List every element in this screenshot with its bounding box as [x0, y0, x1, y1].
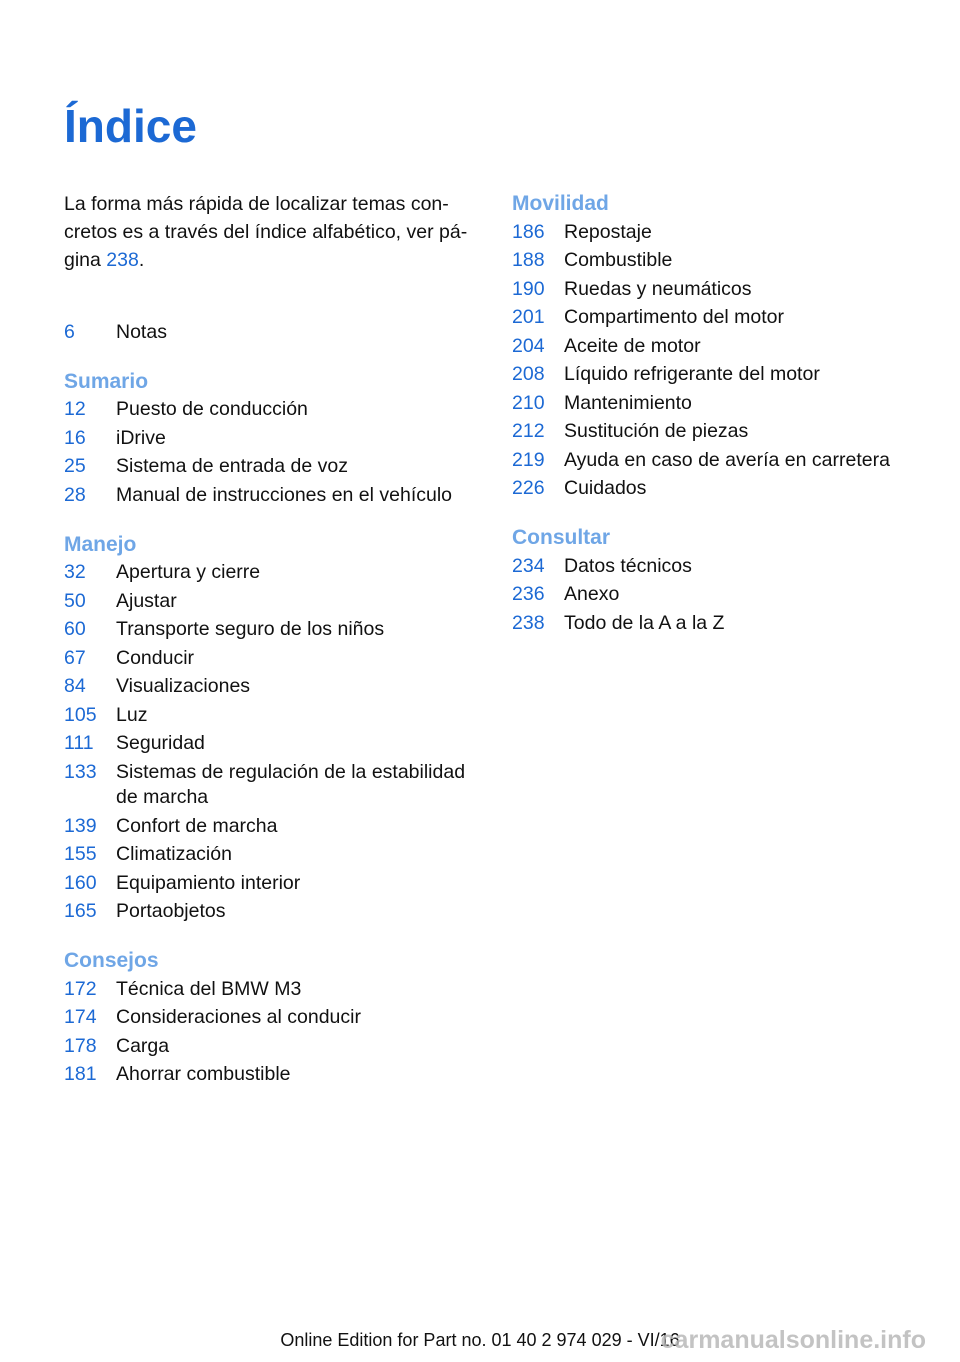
toc-page-number[interactable]: 133: [64, 760, 97, 783]
toc-entry-label: Conducir: [116, 646, 195, 669]
toc-page-number[interactable]: 188: [512, 249, 545, 271]
toc-section-consultar: [512, 523, 932, 638]
toc-entry[interactable]: [64, 453, 484, 482]
toc-section-sumario: [64, 367, 484, 510]
toc-entry-label: Líquido refrigerante del motor: [564, 363, 820, 385]
toc-entry[interactable]: [512, 581, 932, 610]
section-heading: Sumario: [64, 369, 149, 393]
toc-entry[interactable]: [512, 418, 932, 447]
toc-entry-label: Notas: [116, 320, 167, 343]
toc-left-column: [64, 318, 484, 1109]
toc-section-manejo: [64, 530, 484, 927]
intro-page-link[interactable]: 238: [106, 249, 139, 271]
section-heading: Consejos: [64, 949, 159, 972]
toc-page-number[interactable]: 25: [64, 455, 86, 477]
toc-page-number[interactable]: 210: [512, 391, 545, 414]
toc-entry-label: Repostaje: [564, 220, 652, 243]
toc-entry-label: Datos técnicos: [564, 554, 692, 577]
toc-entry[interactable]: [512, 304, 932, 333]
toc-entry-label: Climatización: [116, 843, 232, 865]
toc-entry-label: iDrive: [116, 426, 166, 449]
toc-entry[interactable]: [64, 424, 484, 453]
toc-entry-label: Transporte seguro de los niños: [116, 618, 385, 640]
toc-entry-label: Luz: [116, 703, 148, 726]
toc-entry-label: Portaobjetos: [116, 900, 226, 922]
toc-entry[interactable]: [64, 841, 484, 870]
toc-entry-label: Ajustar: [116, 589, 177, 612]
toc-page-number[interactable]: 201: [512, 306, 545, 328]
toc-entry[interactable]: [512, 247, 932, 276]
toc-entry[interactable]: [64, 869, 484, 898]
toc-entry-label: Seguridad: [116, 732, 205, 754]
toc-entry[interactable]: [64, 701, 484, 730]
toc-page-number[interactable]: 12: [64, 398, 86, 420]
toc-entry[interactable]: [64, 673, 484, 702]
watermark-logo: carmanualsonline.info: [660, 1326, 926, 1354]
toc-entry[interactable]: [64, 730, 484, 759]
toc-page-number[interactable]: 190: [512, 277, 545, 300]
toc-page-number[interactable]: 172: [64, 977, 97, 1000]
toc-entry[interactable]: [512, 218, 932, 247]
toc-section-intro: [64, 318, 484, 347]
toc-entry-label: Carga: [116, 1034, 170, 1057]
toc-page-number[interactable]: 186: [512, 220, 545, 243]
toc-entry[interactable]: [512, 552, 932, 581]
toc-page-number[interactable]: 111: [64, 732, 94, 754]
toc-page-number[interactable]: 238: [512, 611, 545, 634]
toc-entry[interactable]: [512, 332, 932, 361]
toc-page-number[interactable]: 165: [64, 900, 97, 922]
toc-entry[interactable]: [64, 758, 484, 812]
toc-section-consejos: [64, 946, 484, 1089]
toc-entry[interactable]: [512, 609, 932, 638]
toc-page-number[interactable]: 204: [512, 334, 545, 357]
toc-entry[interactable]: [64, 1032, 484, 1061]
toc-entry[interactable]: [64, 559, 484, 588]
toc-entry[interactable]: [64, 1004, 484, 1033]
section-heading: Manejo: [64, 532, 137, 556]
toc-entry-label: Ahorrar combustible: [116, 1063, 291, 1085]
toc-entry-label: Sustitución de piezas: [564, 420, 749, 442]
toc-page-number[interactable]: 178: [64, 1034, 97, 1057]
toc-page-number[interactable]: 236: [512, 583, 545, 605]
toc-entry-label: Visualizaciones: [116, 675, 251, 697]
toc-entry-label: Combustible: [564, 249, 673, 271]
toc-entry-label: Ayuda en caso de avería en carretera: [564, 448, 890, 471]
toc-entry-label: Equipamiento interior: [116, 871, 301, 894]
page-title: Índice: [64, 100, 197, 152]
toc-page-number[interactable]: 174: [64, 1006, 97, 1028]
toc-page-number[interactable]: 219: [512, 448, 545, 471]
toc-entry[interactable]: [512, 361, 932, 390]
intro-end: .: [138, 249, 145, 271]
toc-entry[interactable]: [512, 446, 932, 475]
toc-page-number[interactable]: 208: [512, 363, 545, 385]
toc-entry-label: Consideraciones al conducir: [116, 1006, 361, 1028]
section-heading: Movilidad: [512, 192, 609, 215]
toc-entry[interactable]: [512, 389, 932, 418]
toc-entry[interactable]: [64, 616, 484, 645]
toc-entry-label: Técnica del BMW M3: [116, 977, 302, 1000]
footer-edition-text: Online Edition for Part no. 01 40 2 974 029 - VI/16: [280, 1330, 680, 1350]
toc-entry-label: Cuidados: [564, 477, 647, 499]
toc-page-number[interactable]: 28: [64, 483, 86, 506]
toc-entry-label: Todo de la A a la Z: [564, 611, 725, 634]
toc-page-number[interactable]: 16: [64, 426, 86, 449]
toc-page-number[interactable]: 160: [64, 871, 97, 894]
toc-entry-label: Aceite de motor: [564, 334, 701, 357]
toc-entry-label: Compartimento del motor: [564, 306, 785, 328]
toc-entry[interactable]: [512, 275, 932, 304]
toc-entry[interactable]: [64, 396, 484, 425]
toc-entry[interactable]: [64, 1061, 484, 1090]
toc-entry-label: Anexo: [564, 583, 620, 605]
toc-page-number[interactable]: 6: [64, 320, 75, 343]
toc-entry-label: Mantenimiento: [564, 391, 692, 414]
section-heading: Consultar: [512, 526, 611, 549]
toc-page-number[interactable]: 67: [64, 646, 86, 669]
toc-entry-label: Sistema de entrada de voz: [116, 455, 348, 477]
toc-page-number[interactable]: 105: [64, 703, 97, 726]
toc-entry-label: Puesto de conducción: [116, 398, 308, 420]
toc-entry[interactable]: [64, 644, 484, 673]
toc-entry-label: Confort de marcha: [116, 814, 278, 837]
toc-page-number[interactable]: 32: [64, 561, 86, 583]
toc-entry-label: Ruedas y neumáticos: [564, 277, 752, 300]
toc-entry[interactable]: [64, 812, 484, 841]
toc-right-column: [512, 189, 932, 658]
toc-page-number[interactable]: 50: [64, 589, 86, 612]
toc-page-number[interactable]: 212: [512, 420, 545, 442]
toc-page-number[interactable]: 181: [64, 1063, 97, 1085]
toc-entry[interactable]: [512, 475, 932, 504]
toc-entry[interactable]: [64, 318, 484, 347]
toc-entry-label: Manual de instrucciones en el vehículo: [116, 483, 453, 506]
toc-page-number[interactable]: 84: [64, 675, 86, 697]
toc-section-movilidad: [512, 189, 932, 503]
toc-page-number[interactable]: 139: [64, 814, 97, 837]
intro-text: La forma más rápida de localizar temas concretos es a través del índice alfabético, ver página: [64, 193, 468, 271]
intro-paragraph: [64, 190, 474, 274]
toc-page-number[interactable]: 234: [512, 554, 545, 577]
toc-page-number[interactable]: 60: [64, 618, 86, 640]
toc-entry[interactable]: [64, 587, 484, 616]
toc-page-number[interactable]: 226: [512, 477, 545, 499]
toc-page-number[interactable]: 155: [64, 843, 97, 865]
toc-entry[interactable]: [64, 898, 484, 927]
toc-entry-label: Sistemas de regulación de la estabilidad de marcha: [116, 760, 466, 808]
toc-entry[interactable]: [64, 481, 484, 510]
toc-entry[interactable]: [64, 975, 484, 1004]
toc-entry-label: Apertura y cierre: [116, 561, 261, 583]
